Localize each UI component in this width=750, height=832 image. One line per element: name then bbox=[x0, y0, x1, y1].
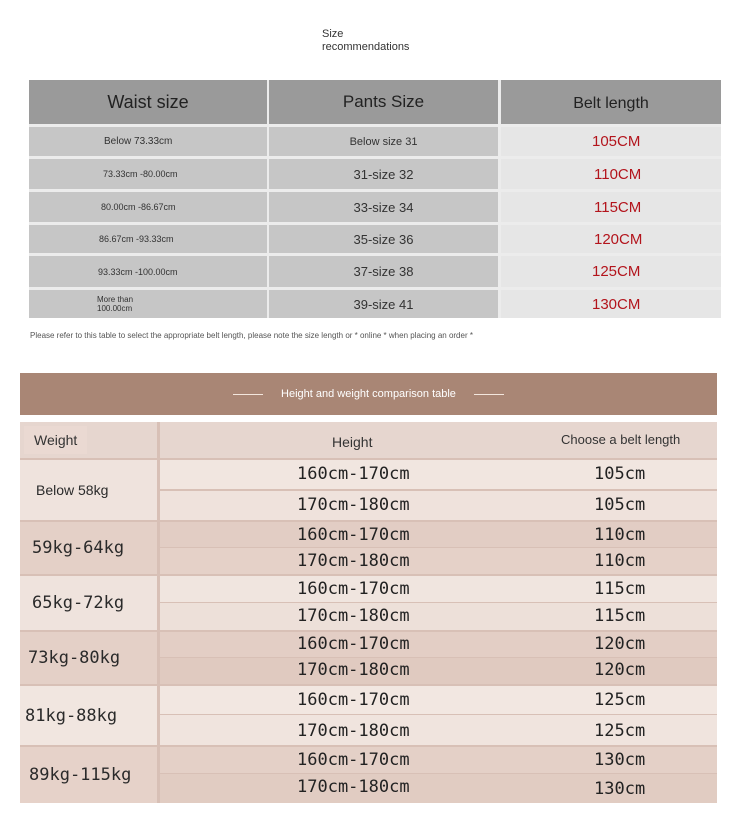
banner-divider bbox=[474, 394, 504, 395]
pants-cell: Below size 31 bbox=[269, 127, 498, 156]
belt-header-label: Choose a belt length bbox=[561, 432, 681, 447]
belt-value: 130cm bbox=[594, 750, 646, 770]
table-row bbox=[160, 548, 717, 574]
weight-header-label: Weight bbox=[24, 426, 87, 454]
hw-table-banner bbox=[20, 373, 717, 415]
height-header-label: Height bbox=[332, 434, 373, 450]
belt-value: 120cm bbox=[594, 634, 646, 654]
hw-table bbox=[20, 422, 717, 803]
height-value: 160cm-170cm bbox=[297, 525, 410, 545]
belt-value: 105cm bbox=[594, 464, 646, 484]
table-row bbox=[160, 774, 717, 803]
weight-cell: Below 58kg bbox=[20, 460, 157, 520]
height-value: 170cm-180cm bbox=[297, 660, 410, 680]
height-value: 170cm-180cm bbox=[297, 495, 410, 515]
height-value: 160cm-170cm bbox=[297, 634, 410, 654]
weight-cell: 73kg-80kg bbox=[20, 632, 157, 684]
height-value: 160cm-170cm bbox=[297, 464, 410, 484]
belt-value: 130cm bbox=[594, 779, 646, 799]
height-value: 170cm-180cm bbox=[297, 777, 410, 797]
belt-value: 110cm bbox=[594, 551, 646, 571]
belt-value: 110cm bbox=[594, 525, 646, 545]
height-value: 160cm-170cm bbox=[297, 579, 410, 599]
height-value: 160cm-170cm bbox=[297, 690, 410, 710]
size-table bbox=[29, 80, 721, 318]
hw-table-title: Height and weight comparison table bbox=[281, 388, 456, 400]
belt-cell: 115CM bbox=[501, 192, 721, 222]
size-recommendations-caption: Size recommendations bbox=[322, 28, 410, 53]
height-value: 170cm-180cm bbox=[297, 606, 410, 626]
belt-value: 125cm bbox=[594, 690, 646, 710]
height-value: 160cm-170cm bbox=[297, 750, 410, 770]
waist-cell: 86.67cm -93.33cm bbox=[29, 225, 267, 253]
belt-length-header: Belt length bbox=[501, 80, 721, 124]
table-row bbox=[160, 603, 717, 630]
pants-cell: 31-size 32 bbox=[269, 159, 498, 189]
table-row bbox=[160, 747, 717, 773]
height-belt-header bbox=[160, 422, 717, 458]
pants-cell: 35-size 36 bbox=[269, 225, 498, 253]
belt-value: 115cm bbox=[594, 606, 646, 626]
table-row bbox=[160, 491, 717, 520]
height-value: 170cm-180cm bbox=[297, 721, 410, 741]
table-row bbox=[160, 460, 717, 489]
belt-value: 125cm bbox=[594, 721, 646, 741]
pants-cell: 39-size 41 bbox=[269, 290, 498, 318]
waist-cell: 73.33cm -80.00cm bbox=[29, 159, 267, 189]
banner-divider bbox=[233, 394, 263, 395]
table-row bbox=[160, 715, 717, 745]
weight-cell: 81kg-88kg bbox=[20, 686, 157, 745]
weight-cell: 89kg-115kg bbox=[20, 747, 157, 803]
belt-value: 120cm bbox=[594, 660, 646, 680]
weight-cell: 59kg-64kg bbox=[20, 522, 157, 574]
weight-cell: 65kg-72kg bbox=[20, 576, 157, 630]
belt-cell: 120CM bbox=[501, 225, 721, 253]
waist-size-header: Waist size bbox=[29, 80, 267, 124]
pants-size-header: Pants Size bbox=[269, 80, 498, 124]
belt-value: 105cm bbox=[594, 495, 646, 515]
size-table-note: Please refer to this table to select the appropriate belt length, please note the size length or * online * when placing an order * bbox=[30, 331, 473, 340]
table-row bbox=[160, 576, 717, 602]
table-row bbox=[160, 686, 717, 714]
belt-value: 115cm bbox=[594, 579, 646, 599]
table-row bbox=[160, 522, 717, 547]
pants-cell: 37-size 38 bbox=[269, 256, 498, 287]
table-row bbox=[160, 632, 717, 657]
belt-cell: 130CM bbox=[501, 290, 721, 318]
waist-cell: More than 100.00cm bbox=[29, 290, 267, 318]
table-row bbox=[160, 658, 717, 684]
waist-cell: 93.33cm -100.00cm bbox=[29, 256, 267, 287]
belt-cell: 105CM bbox=[501, 127, 721, 156]
waist-cell: Below 73.33cm bbox=[29, 127, 267, 156]
height-value: 170cm-180cm bbox=[297, 551, 410, 571]
waist-cell: 80.00cm -86.67cm bbox=[29, 192, 267, 222]
belt-cell: 110CM bbox=[501, 159, 721, 189]
belt-cell: 125CM bbox=[501, 256, 721, 287]
pants-cell: 33-size 34 bbox=[269, 192, 498, 222]
weight-header bbox=[20, 422, 157, 458]
